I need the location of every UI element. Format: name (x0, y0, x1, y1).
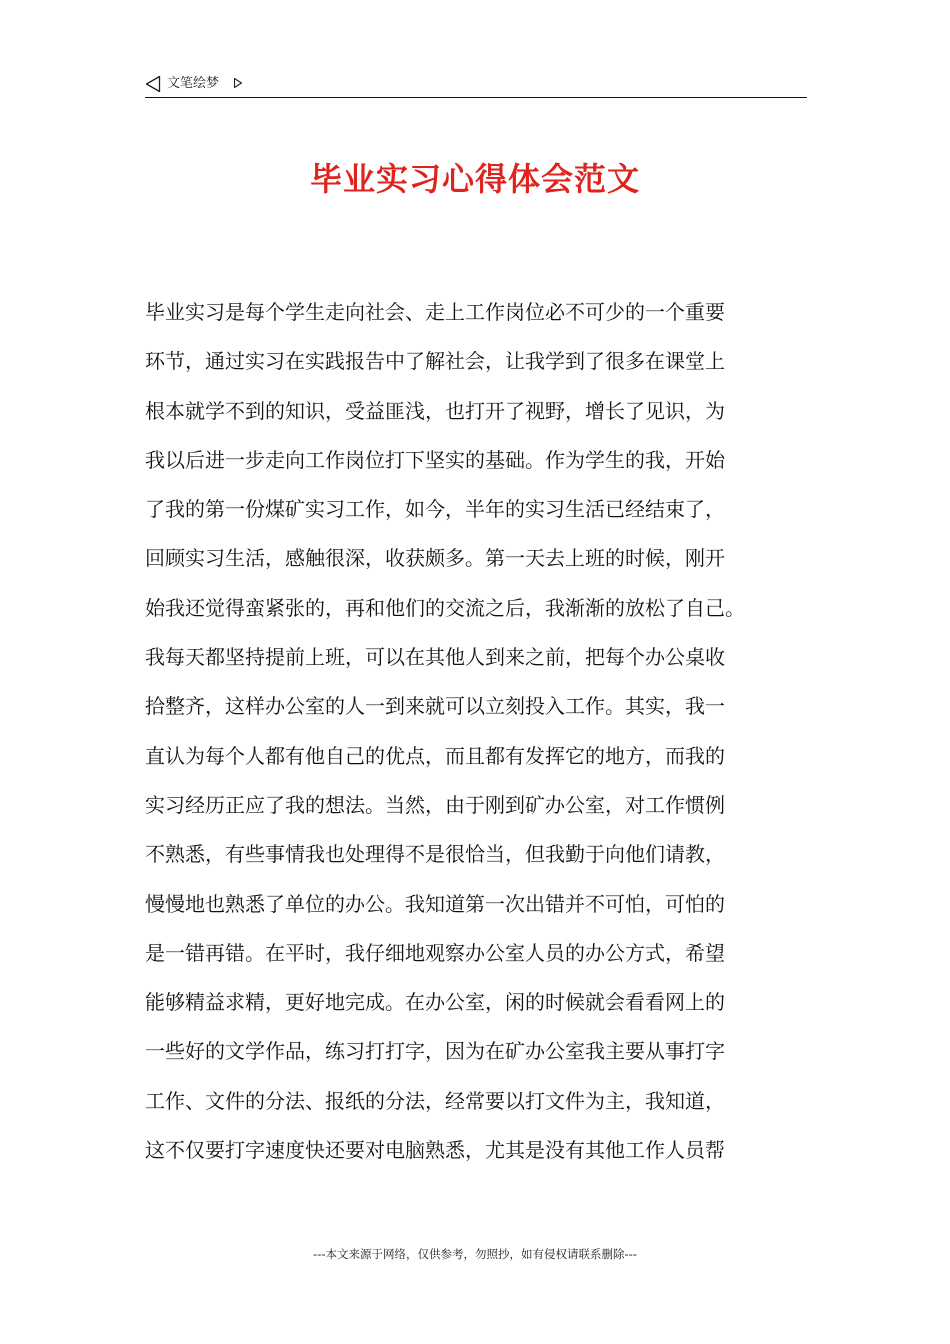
body-line: 拾整齐，这样办公室的人一到来就可以立刻投入工作。其实，我一 (145, 694, 725, 719)
body-line: 直认为每个人都有他自己的优点，而且都有发挥它的地方，而我的 (145, 743, 725, 768)
header-brand: 文笔绘梦 (167, 76, 220, 91)
body-line: 我以后进一步走向工作岗位打下坚实的基础。作为学生的我，开始 (145, 447, 725, 472)
document-body (145, 288, 810, 1175)
body-line: 能够精益求精，更好地完成。在办公室，闲的时候就会看看网上的 (145, 990, 725, 1015)
body-line: 始我还觉得蛮紧张的，再和他们的交流之后，我渐渐的放松了自己。 (145, 595, 745, 620)
body-line: 一些好的文学作品，练习打打字，因为在矿办公室我主要从事打字 (145, 1039, 725, 1064)
footer-notice: ---本文来源于网络，仅供参考，勿照抄，如有侵权请联系删除--- (313, 1247, 637, 1261)
header-divider (145, 97, 807, 98)
body-line: 毕业实习是每个学生走向社会、走上工作岗位必不可少的一个重要 (145, 300, 725, 324)
page-header (145, 72, 807, 98)
body-line: 根本就学不到的知识，受益匪浅，也打开了视野，增长了见识，为 (145, 398, 725, 423)
body-line: 是一错再错。在平时，我仔细地观察办公室人员的办公方式，希望 (145, 940, 725, 965)
body-line: 这不仅要打字速度快还要对电脑熟悉，尤其是没有其他工作人员帮 (145, 1138, 725, 1163)
body-line: 工作、文件的分法、报纸的分法，经常要以打文件为主，我知道， (145, 1088, 725, 1113)
body-line: 环节，通过实习在实践报告中了解社会，让我学到了很多在课堂上 (145, 349, 725, 374)
document-title: 毕业实习心得体会范文 (309, 160, 640, 198)
body-line: 回顾实习生活，感触很深，收获颇多。第一天去上班的时候，刚开 (145, 546, 725, 571)
left-triangle-outline-icon (145, 75, 161, 93)
body-line: 了我的第一份煤矿实习工作，如今，半年的实习生活已经结束了， (145, 497, 725, 522)
right-triangle-outline-icon (233, 77, 243, 89)
body-line: 实习经历正应了我的想法。当然，由于刚到矿办公室，对工作惯例 (145, 792, 725, 817)
body-line: 不熟悉，有些事情我也处理得不是很恰当，但我勤于向他们请教， (145, 842, 725, 867)
body-line: 慢慢地也熟悉了单位的办公。我知道第一次出错并不可怕，可怕的 (145, 891, 725, 916)
body-line: 我每天都坚持提前上班，可以在其他人到来之前，把每个办公桌收 (145, 645, 725, 670)
